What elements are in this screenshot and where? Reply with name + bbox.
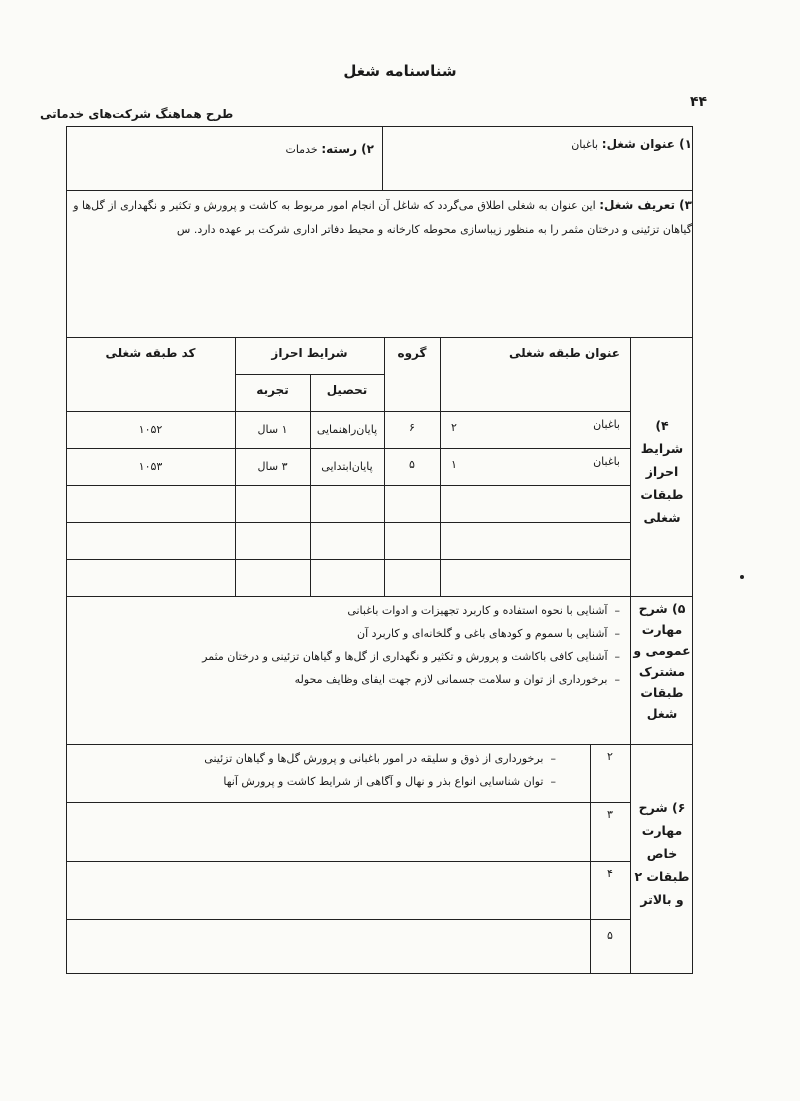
section6-label: ۶) شرح مهارت خاص طبقات ۲ و بالاتر bbox=[634, 800, 690, 907]
divider-3 bbox=[66, 596, 693, 597]
job-title-value: باغبان bbox=[571, 138, 599, 151]
section5-label-column bbox=[630, 596, 631, 744]
special-level-2: ۲ bbox=[607, 750, 613, 763]
row1-level: ۲ bbox=[451, 421, 457, 434]
header-experience: تجربه bbox=[256, 383, 289, 397]
category-field bbox=[285, 142, 374, 156]
row1-group: ۶ bbox=[409, 421, 415, 434]
header-education: تحصیل bbox=[326, 383, 368, 397]
row1-code: ۱۰۵۲ bbox=[138, 423, 163, 436]
section4-label: ۴) شرایط احراز طبقات شغلی bbox=[640, 418, 684, 525]
header-class-code: کد طبقه شغلی bbox=[105, 346, 196, 360]
general-skill-4: – برخورداری از توان و سلامت جسمانی لازم جهت ایفای وظایف محوله bbox=[295, 673, 620, 686]
table-row-line-2 bbox=[66, 448, 630, 449]
special-skill-2: – توان شناسایی انواع بذر و نهال و آگاهی از شرایط کاشت و پرورش آنها bbox=[223, 775, 556, 788]
header-qualifications: شرایط احراز bbox=[271, 346, 348, 360]
special-level-3: ۳ bbox=[607, 808, 613, 821]
row1-education: پایان‌راهنمایی bbox=[316, 423, 378, 436]
header-class-title: عنوان طبقه شغلی bbox=[508, 346, 620, 360]
job-form-frame bbox=[66, 126, 693, 974]
section6-label-column bbox=[630, 744, 631, 974]
table-row-line-5 bbox=[66, 559, 630, 560]
job-definition-text1: این عنوان به شغلی اطلاق می‌گردد که شاغل آن انجام امور مربوط به کاشت و پرورش و تکثیر و نگهداری از گل‌ها و bbox=[73, 199, 596, 212]
category-value: خدمات bbox=[285, 143, 318, 156]
job-definition-label: ۳) تعریف شغل: bbox=[599, 198, 692, 212]
section4-label-column bbox=[630, 337, 631, 596]
job-title-label: ۱) عنوان شغل: bbox=[601, 137, 692, 151]
document-subtitle: طرح هماهنگ شرکت‌های خدماتی bbox=[40, 107, 234, 121]
section6-row-line-3 bbox=[66, 919, 630, 920]
row2-experience: ۳ سال bbox=[257, 460, 288, 473]
job-definition-text2: گیاهان تزئینی و درختان مثمر را به منظور زیباسازی محوطه کارخانه و محیط دفاتر اداری شرکت بر عهده دارد. س bbox=[176, 223, 692, 236]
row1-experience: ۱ سال bbox=[257, 423, 288, 436]
page-title: شناسنامه شغل bbox=[343, 62, 457, 80]
qual-subheader-line bbox=[235, 374, 384, 375]
col-divider-title bbox=[440, 337, 441, 596]
row2-education: پایان‌ابتدایی bbox=[321, 460, 373, 473]
table-row-line-4 bbox=[66, 522, 630, 523]
general-skill-3: – آشنایی کافی باکاشت و پرورش و تکثیر و نگهداری از گل‌ها و گیاهان تزئینی و درختان مثمر bbox=[202, 650, 620, 663]
job-definition-line1 bbox=[73, 198, 692, 212]
special-level-5: ۵ bbox=[607, 929, 613, 942]
table-row-line-3 bbox=[66, 485, 630, 486]
table-row-line-1 bbox=[66, 411, 630, 412]
row1-title: باغبان bbox=[593, 418, 620, 431]
divider-2 bbox=[66, 337, 693, 338]
job-title-field bbox=[571, 137, 692, 151]
category-label: ۲) رسته: bbox=[321, 142, 374, 156]
special-level-4: ۴ bbox=[607, 867, 613, 880]
row2-group: ۵ bbox=[409, 458, 415, 471]
general-skill-2: – آشنایی با سموم و کودهای باغی و گلخانه‌ای و کاربرد آن bbox=[357, 627, 620, 640]
divider-1 bbox=[66, 190, 693, 191]
page-number: ۴۴ bbox=[690, 94, 708, 110]
row2-title: باغبان bbox=[593, 455, 620, 468]
section6-row-line-2 bbox=[66, 861, 630, 862]
row2-level: ۱ bbox=[451, 458, 457, 471]
general-skill-1: – آشنایی با نحوه استفاده و کاربرد تجهیزات و ادوات باغبانی bbox=[347, 604, 620, 617]
row2-code: ۱۰۵۳ bbox=[138, 460, 163, 473]
special-skill-1: – برخورداری از ذوق و سلیقه در امور باغبانی و پرورش گل‌ها و گیاهان تزئینی bbox=[204, 752, 556, 765]
section5-label: ۵) شرح مهارت عمومی و مشترک طبقات شغل bbox=[633, 601, 691, 721]
header-group: گروه bbox=[397, 346, 427, 360]
scan-dot bbox=[740, 575, 744, 579]
divider-4 bbox=[66, 744, 693, 745]
section6-row-line-1 bbox=[66, 802, 630, 803]
header-row-divider bbox=[382, 127, 383, 190]
